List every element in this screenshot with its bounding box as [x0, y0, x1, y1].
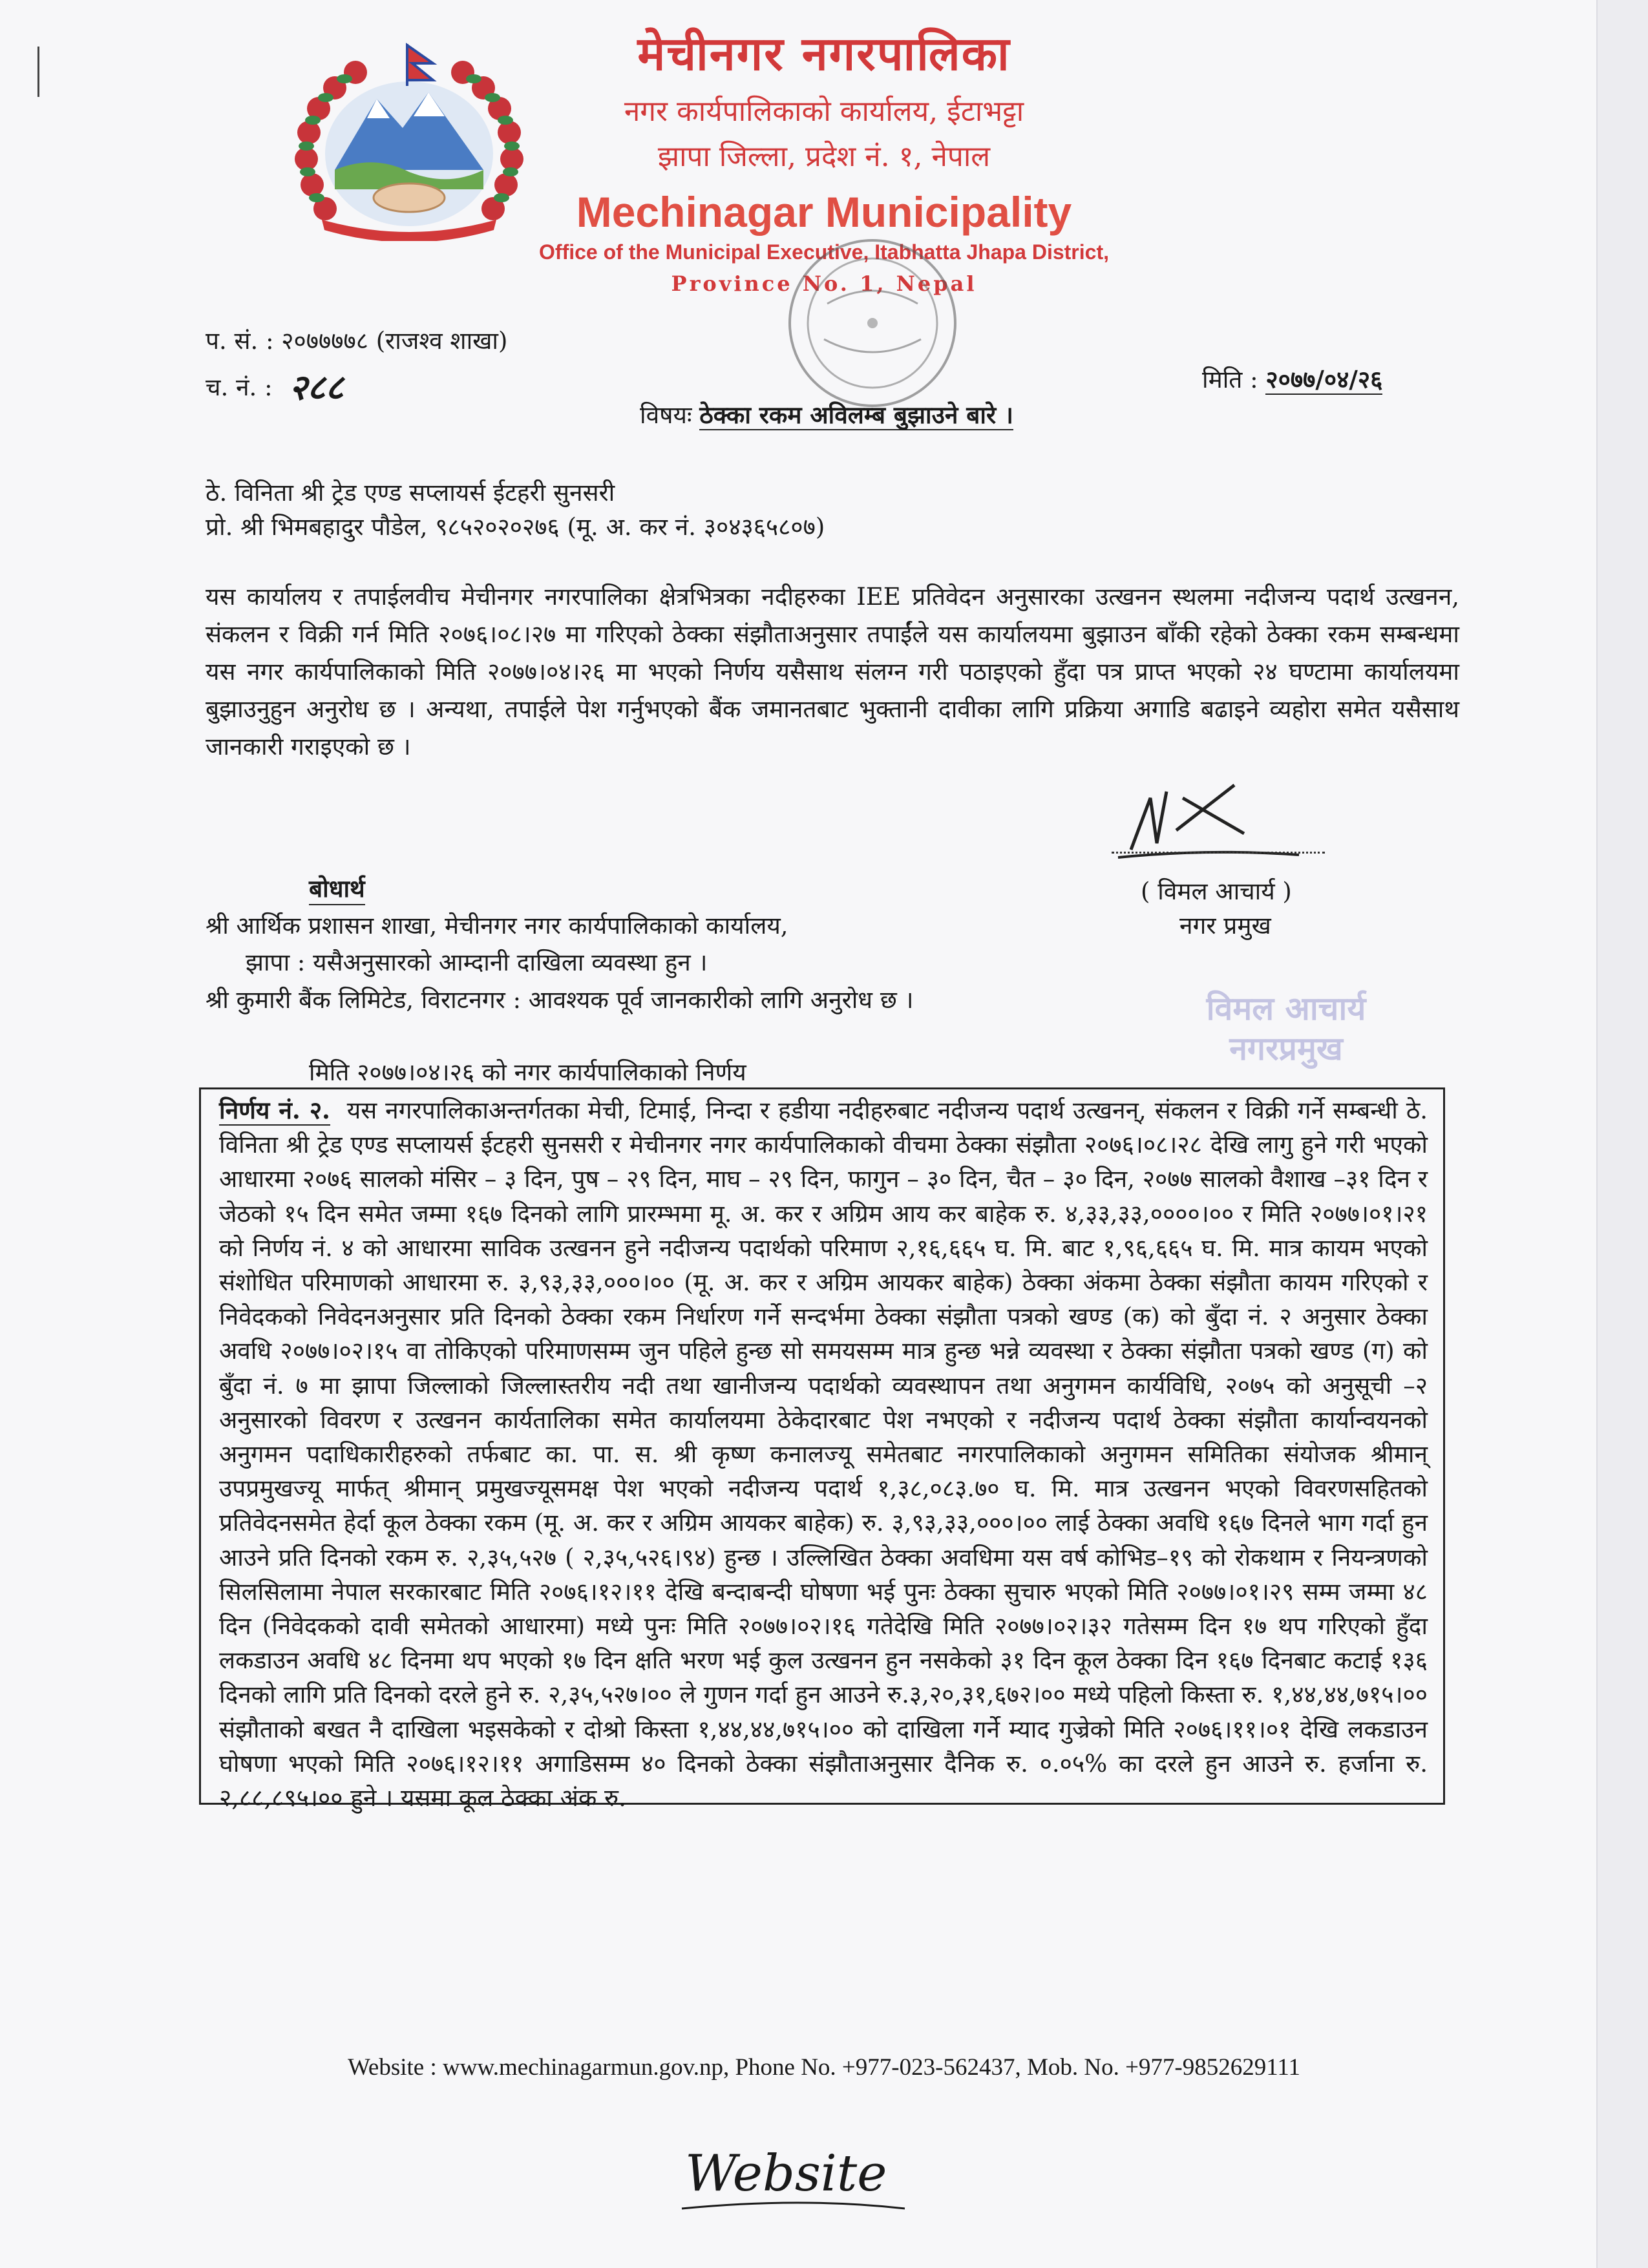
page-edge [1596, 0, 1648, 2268]
subject-label: विषयः [640, 401, 692, 429]
signature-line [1112, 852, 1325, 854]
subject-line [640, 397, 1013, 430]
patra-sankhya: प. सं. : २०७७७७८ (राजश्व शाखा) [206, 327, 508, 355]
stamp-line-name: विमल आचार्य [1206, 990, 1366, 1027]
body-paragraph: यस कार्यालय र तपाईलवीच मेचीनगर नगरपालिका क्षेत्रभित्रका नदीहरुका IEE प्रतिवेदन अनुसारका उत्खनन स्थलमा नदीजन्य पदार्थ उत्खनन, संकलन र विक्री गर्न मिति २०७६।०८।२७ मा गरिएको ठेक्का संझौताअनुसार तपाईंले यस कार्यालयमा बुझाउन बाँकी रहेको ठेक्का रकम सम्बन्धमा यस नगर कार्यपालिकाको मिति २०७७।०४।२६ मा भएको निर्णय यसैसाथ संलग्न गरी पठाइएको हुँदा पत्र प्राप्त भएको २४ घण्टामा कार्यालयमा बुझाउनुहुन अनुरोध छ । अन्यथा, तपाईले पेश गर्नुभएको बैंक जमानतबाट भुक्तानी दावीका लागि प्रक्रिया अगाडि बढाइने व्यहोरा समेत यसैसाथ जानकारी गराइएको छ । [206, 583, 1459, 761]
chalani-number-line [206, 362, 344, 410]
addressee-line-2: प्रो. श्री भिमबहादुर पौडेल, ९८५२०२०२७६ (मू. अ. कर नं. ३०४३६५८०७) [206, 513, 825, 541]
cc-line-2: श्री कुमारी बैंक लिमिटेड, विराटनगर : आवश्यक पूर्व जानकारीको लागि अनुरोध छ । [206, 986, 914, 1014]
decision-label: निर्णय नं. २. [219, 1096, 330, 1124]
decision-heading: मिति २०७७।०४।२६ को नगर कार्यपालिकाको निर्णय [309, 1058, 746, 1086]
letter-date [1202, 362, 1382, 395]
handwritten-website-text: Website [685, 2145, 887, 2203]
cc-line-1: श्री आर्थिक प्रशासन शाखा, मेचीनगर नगर कार्यपालिकाको कार्यालय, [206, 912, 788, 940]
footer-contact: Website : www.mechinagarmun.gov.np, Phone No. +977-023-562437, Mob. No. +977-9852629111 [347, 2054, 1301, 2081]
decision-box [199, 1087, 1445, 1812]
office-stamp [763, 226, 982, 420]
decision-text [219, 1093, 1428, 1815]
handwritten-website-note [672, 2126, 918, 2223]
date-label: मिति : [1202, 366, 1258, 394]
office-line-nepali: नगर कार्यपालिकाको कार्यालय, ईटाभट्टा [624, 95, 1024, 128]
signatory-title: नगर प्रमुख [1179, 912, 1271, 940]
stamp-line-title: नगरप्रमुख [1229, 1030, 1343, 1067]
subject-title: ठेक्का रकम अविलम्ब बुझाउने बारे । [699, 401, 1014, 429]
mayor-name-stamp [1192, 989, 1380, 1073]
cc-line-1-continued: झापा : यसैअनुसारको आम्दानी दाखिला व्यवस्था हुन । [246, 949, 708, 976]
address-line-nepali: झापा जिल्ला, प्रदेश नं. १, नेपाल [657, 140, 991, 173]
bodhartha-heading: बोधार्थ [309, 871, 365, 905]
decision-body: यस नगरपालिकाअन्तर्गतका मेची, टिमाई, निन्दा र हडीया नदीहरुबाट नदीजन्य पदार्थ उत्खनन्, संकलन र विक्री गर्ने सम्बन्धी ठे. विनिता श्री ट्रेड एण्ड सप्लायर्स ईटहरी सुनसरी र मेचीनगर नगर कार्यपालिकाको वीचमा ठेक्का संझौता २०७६।०८।२८ देखि लागु हुने गरी भएको आधारमा २०७६ सालको मंसिर – ३ दिन, पुष – २९ दिन, माघ – २९ दिन, फागुन – ३० दिन, चैत – ३० दिन, २०७७ सालको वैशाख –३१ दिन र जेठको १५ दिन समेत जम्मा १६७ दिनको लागि प्रारम्भमा मू. अ. कर र अग्रिम आय कर बाहेक रु. ४,३३,३३,००००।०० र मिति २०७७।०१।२१ को निर्णय नं. ४ को आधारमा साविक उत्खनन हुने नदीजन्य पदार्थको परिमाण २,१६,६६५ घ. मि. बाट १,९६,६६५ घ. मि. मात्र कायम भएको संशोधित परिमाणको आधारमा रु. ३,९३,३३,०००।०० (मू. अ. कर र अग्रिम आयकर बाहेक) ठेक्का अंकमा ठेक्का संझौता कायम गरिएको र निवेदकको निवेदनअनुसार प्रति दिनको ठेक्का रकम निर्धारण गर्ने सन्दर्भमा ठेक्का संझौता पत्रको खण्ड (क) को बुँदा नं. २ अनुसार ठेक्का अवधि २०७७।०२।१५ वा तोकिएको परिमाणसम्म जुन पहिले हुन्छ सो समयसम्म मात्र हुन्छ भन्ने व्यवस्था र ठेक्का संझौता पत्रको खण्ड (ग) को बुँदा नं. ७ मा झापा जिल्लाको जिल्लास्तरीय नदी तथा खानीजन्य पदार्थको व्यवस्थापन तथा अनुगमन कार्यविधि, २०७५ को अनुसूची –२ अनुसारको विवरण र उत्खनन कार्यतालिका समेत कार्यालयमा ठेकेदारबाट पेश नभएको र नदीजन्य पदार्थ ठेक्का संझौता कार्यान्वयनको अनुगमन पदाधिकारीहरुको तर्फबाट का. पा. स. श्री कृष्ण कनालज्यू समेतबाट नगरपालिकाको अनुगमन समितिका संयोजक श्रीमान् उपप्रमुखज्यू मार्फत् श्रीमान् प्रमुखज्यूसमक्ष पेश भएको नदीजन्य पदार्थ १,३८,०८३.७० घ. मि. मात्र उत्खनन भएको विवरणसहितको प्रतिवेदनसमेत हेर्दा कूल ठेक्का रकम (मू. अ. कर र अग्रिम आयकर बाहेक) रु. ३,९३,३३,०००।०० लाई ठेक्का अवधि १६७ दिनले भाग गर्दा हुन आउने प्रति दिनको रकम रु. २,३५,५२७ ( २,३५,५२६।९४) हुन्छ । उल्लिखित ठेक्का अवधिमा यस वर्ष कोभिड–१९ को रोकथाम र नियन्त्रणको सिलसिलामा नेपाल सरकारबाट मिति २०७६।१२।११ देखि बन्दाबन्दी घोषणा भई पुनः ठेक्का सुचारु भएको मिति २०७७।०१।२९ सम्म जम्मा ४८ दिन (निवेदकको दावी समेतको आधारमा) मध्ये पुनः मिति २०७७।०२।१६ गतेदेखि मिति २०७७।०२।३२ गतेसम्म दिन १७ थप गरिएको हुँदा लकडाउन अवधि ४८ दिनमा थप भएको १७ दिन क्षति भरण भई कुल उत्खनन हुन नसकेको ३१ दिन कूल ठेक्का दिन १६७ दिनबाट कटाई १३६ दिनको लागि प्रति दिनको दरले हुने रु. २,३५,५२७।०० ले गुणन गर्दा हुन आउने रु.३,२०,३१,६७२।०० मध्ये पहिलो किस्ता रु. १,४४,४४,७१५।०० संझौताको बखत नै दाखिला भइसकेको र दोश्रो किस्ता १,४४,४४,७१५।०० को दाखिला गर्ने म्याद गुज्रेको मिति २०७६।११।०१ देखि लकडाउन घोषणा भएको मिति २०७६।१२।११ अगाडिसम्म ४० दिनको ठेक्का संझौताअनुसार दैनिक रु. ०.०५% का दरले हुन आउने रु. हर्जाना रु. २,८८,८९५।०० हुने । यसमा कूल ठेक्का अंक रु. [219, 1097, 1428, 1812]
date-value: २०७७/०४/२६ [1265, 365, 1383, 394]
office-line-english: Office of the Municipal Executive, Itabhatta Jhapa District, [539, 240, 1109, 264]
addressee-line-1: ठे. विनिता श्री ट्रेड एण्ड सप्लायर्स ईटहरी सुनसरी [206, 479, 615, 507]
chalani-label: च. नं. : [206, 373, 273, 401]
province-line-english: Province No. 1, Nepal [671, 271, 977, 296]
signatory-name: ( विमल आचार्य ) [1141, 877, 1292, 905]
municipality-name-english: Mechinagar Municipality [576, 188, 1072, 236]
signature-scribble [1105, 772, 1312, 876]
municipality-name-nepali: मेचीनगर नगरपालिका [637, 26, 1011, 81]
chalani-number-handwritten: २८८ [289, 366, 344, 408]
